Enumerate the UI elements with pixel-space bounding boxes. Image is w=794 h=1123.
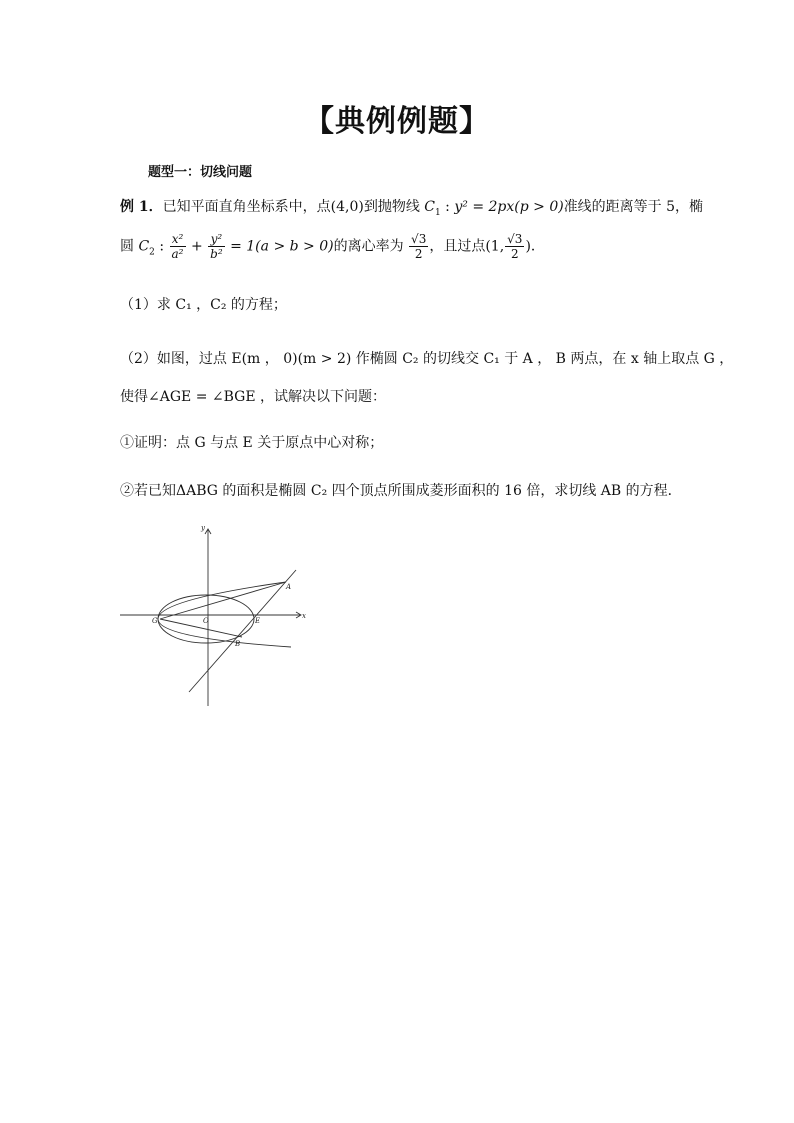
eccentricity-fraction bbox=[409, 232, 428, 261]
fraction-x2-a2 bbox=[170, 232, 186, 261]
point-open: (1, bbox=[485, 238, 505, 255]
example-text-4: 的离心率为 bbox=[333, 238, 404, 255]
label-x: x bbox=[302, 612, 306, 620]
curve-c1-name: C bbox=[424, 199, 435, 215]
label-a: A bbox=[286, 583, 292, 591]
plus-sign: + bbox=[190, 238, 203, 255]
curve-c2-name: C bbox=[138, 238, 150, 255]
label-y: y bbox=[201, 524, 205, 532]
curve-c1-sub: 1 bbox=[434, 207, 441, 218]
label-b: B bbox=[235, 640, 241, 648]
ellipse-equation-rest: = 1(a > b > 0) bbox=[230, 238, 334, 255]
eccentricity-num: √3 bbox=[411, 232, 427, 246]
label-g: G bbox=[152, 617, 158, 625]
example-text-3: 圆 bbox=[120, 238, 134, 255]
fraction-y2-b2 bbox=[208, 232, 225, 261]
geometry-figure bbox=[118, 520, 318, 710]
eccentricity-den: 2 bbox=[414, 247, 423, 261]
section-heading: 题型一：切线问题 bbox=[148, 165, 253, 180]
label-e: E bbox=[255, 617, 261, 625]
fraction-b2-den: b² bbox=[210, 247, 223, 261]
question-1: （1）求 C₁ ，C₂ 的方程； bbox=[120, 297, 287, 313]
parabola-c1 bbox=[158, 582, 291, 647]
example-text-1: 已知平面直角坐标系中，点(4,0)到抛物线 bbox=[162, 199, 420, 215]
segment-ga bbox=[160, 582, 286, 619]
sub-question-2: ②若已知ΔABG 的面积是椭圆 C₂ 四个顶点所围成菱形面积的 16 倍，求切线 AB 的方程． bbox=[120, 483, 682, 499]
parabola-equation: y² = 2px(p > 0) bbox=[454, 199, 564, 215]
fraction-x2-num: x² bbox=[170, 232, 186, 247]
example-text-5: ，且过点 bbox=[429, 238, 486, 255]
example-text-2: 准线的距离等于 5，椭 bbox=[563, 199, 704, 215]
curve-c2-sub: 2 bbox=[149, 247, 155, 258]
fraction-y2-num: y² bbox=[208, 232, 225, 247]
page-title: 【典例例题】 bbox=[304, 104, 490, 139]
point-fraction-num: √3 bbox=[507, 232, 523, 246]
question-2-line-1: （2）如图，过点 E(m ， 0)(m > 2) 作椭圆 C₂ 的切线交 C₁ 于 A ， B 两点，在 x 轴上取点 G ， bbox=[120, 351, 734, 367]
colon: : bbox=[159, 238, 165, 255]
example-line-2 bbox=[120, 232, 545, 261]
fraction-a2-den: a² bbox=[171, 247, 184, 261]
label-o: O bbox=[203, 617, 209, 625]
example-line-1: 例 1．已知平面直角坐标系中，点(4,0)到抛物线 $C_1$ : y² = 2px(p > 0)准线的距离等于 5，椭 bbox=[120, 199, 704, 218]
tangent-line-ab bbox=[189, 570, 296, 692]
question-2-line-2: 使得∠AGE = ∠BGE ，试解决以下问题： bbox=[120, 389, 387, 405]
sub-question-1: ①证明：点 G 与点 E 关于原点中心对称； bbox=[120, 435, 384, 451]
example-label: 例 1． bbox=[120, 199, 163, 215]
point-close: )． bbox=[525, 238, 545, 255]
point-fraction-den: 2 bbox=[510, 247, 519, 261]
segment-gb bbox=[160, 619, 242, 637]
point-fraction bbox=[505, 232, 524, 261]
